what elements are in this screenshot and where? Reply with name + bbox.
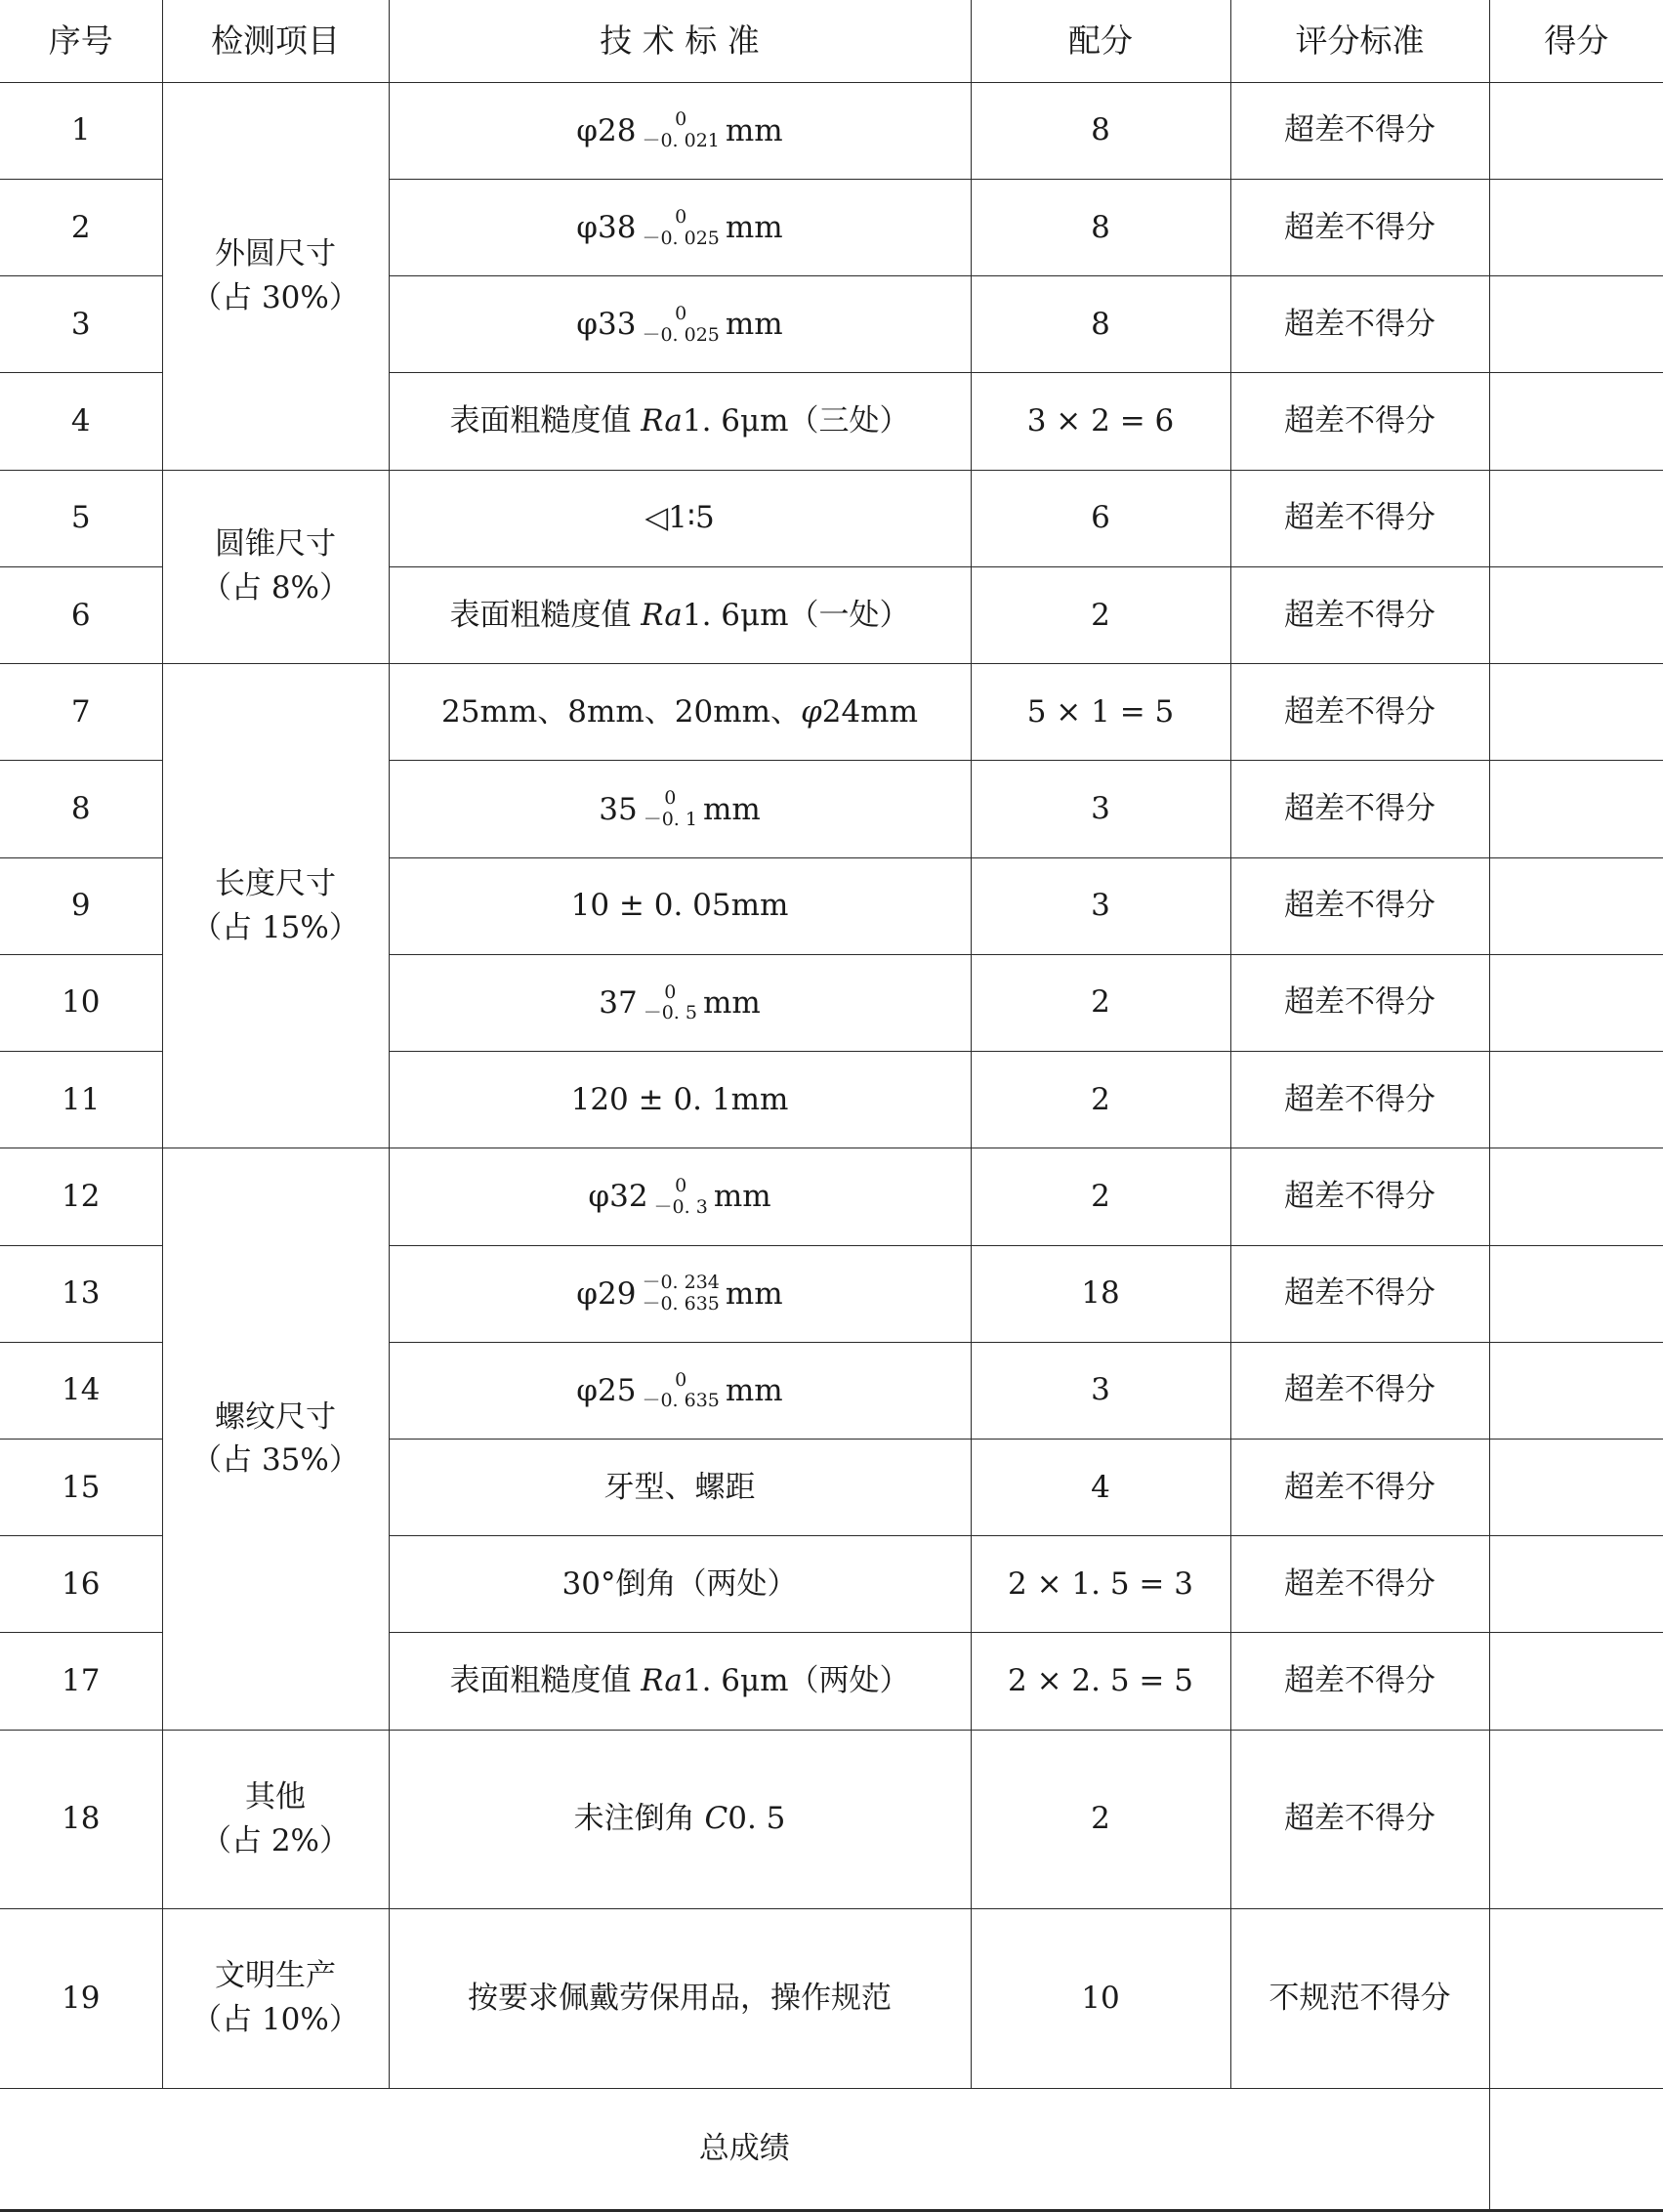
standard-text: 表面粗糙度值 [449, 1663, 642, 1699]
row-points: 2 [971, 1052, 1230, 1148]
standard-italic: Ra [641, 403, 683, 439]
lower-deviation: －0. 021 [642, 130, 720, 152]
row-no: 5 [0, 470, 162, 566]
row-points: 8 [971, 82, 1230, 179]
group-label: 其他 [245, 1778, 306, 1815]
row-standard [389, 761, 971, 857]
row-points: 4 [971, 1439, 1230, 1535]
row-criteria: 超差不得分 [1230, 857, 1489, 954]
upper-deviation: 0 [675, 302, 687, 324]
row-standard [389, 1245, 971, 1342]
row-criteria: 不规范不得分 [1230, 1909, 1489, 2088]
row-score[interactable] [1489, 761, 1663, 857]
row-no: 12 [0, 1148, 162, 1245]
row-points: 2 [971, 954, 1230, 1051]
row-no: 16 [0, 1536, 162, 1633]
standard-text: 1∶5 [668, 500, 715, 536]
standard-unit: mm [702, 984, 761, 1021]
row-criteria: 超差不得分 [1230, 954, 1489, 1051]
group-share: （占 15%） [191, 909, 359, 945]
row-criteria: 超差不得分 [1230, 566, 1489, 663]
row-criteria: 超差不得分 [1230, 1245, 1489, 1342]
standard-value: φ32 [588, 1179, 648, 1215]
lower-deviation: －0. 635 [642, 1390, 720, 1412]
row-score[interactable] [1489, 1052, 1663, 1148]
header-standard: 技 术 标 准 [389, 0, 971, 82]
row-points: 2 [971, 566, 1230, 663]
row-standard [389, 179, 971, 275]
lower-deviation: －0. 3 [653, 1195, 708, 1218]
row-score[interactable] [1489, 470, 1663, 566]
tolerance [642, 1370, 719, 1413]
tolerance [654, 1176, 708, 1219]
upper-deviation: 0 [675, 1368, 687, 1391]
row-standard [389, 1342, 971, 1439]
header-item: 检测项目 [162, 0, 389, 82]
row-points: 10 [971, 1909, 1230, 2088]
total-score[interactable] [1489, 2088, 1663, 2210]
row-points: 3 [971, 857, 1230, 954]
standard-value: 37 [599, 984, 638, 1021]
row-score[interactable] [1489, 954, 1663, 1051]
standard-italic: φ [801, 693, 822, 730]
header-row [0, 0, 1663, 82]
row-score[interactable] [1489, 1439, 1663, 1535]
row-criteria: 超差不得分 [1230, 1536, 1489, 1633]
table-row [0, 470, 1663, 566]
table-row [0, 1730, 1663, 1908]
row-points: 18 [971, 1245, 1230, 1342]
row-standard: 120 ± 0. 1mm [389, 1052, 971, 1148]
table-row [0, 1148, 1663, 1245]
row-criteria: 超差不得分 [1230, 276, 1489, 373]
header-no: 序号 [0, 0, 162, 82]
row-standard [389, 954, 971, 1051]
group-cell [162, 664, 389, 1148]
row-standard [389, 566, 971, 663]
standard-unit: mm [725, 210, 783, 246]
total-row [0, 2088, 1663, 2210]
row-points: 2 × 1. 5 = 3 [971, 1536, 1230, 1633]
table-row [0, 82, 1663, 179]
upper-deviation: 0 [664, 981, 677, 1003]
row-score[interactable] [1489, 82, 1663, 179]
row-no: 7 [0, 664, 162, 761]
row-standard [389, 373, 971, 470]
row-score[interactable] [1489, 1633, 1663, 1730]
row-points: 5 × 1 = 5 [971, 664, 1230, 761]
row-criteria: 超差不得分 [1230, 179, 1489, 275]
row-standard: 按要求佩戴劳保用品，操作规范 [389, 1909, 971, 2088]
standard-value: φ28 [576, 112, 637, 148]
group-label: 外圆尺寸 [215, 235, 336, 271]
group-cell [162, 1730, 389, 1908]
total-label: 总成绩 [0, 2088, 1489, 2210]
tolerance [642, 1273, 719, 1315]
row-points: 3 [971, 1342, 1230, 1439]
row-criteria: 超差不得分 [1230, 1633, 1489, 1730]
tolerance [642, 207, 719, 250]
upper-deviation: 0 [675, 1175, 687, 1197]
row-standard [389, 470, 971, 566]
row-criteria: 超差不得分 [1230, 82, 1489, 179]
row-points: 3 × 2 = 6 [971, 373, 1230, 470]
row-criteria: 超差不得分 [1230, 1439, 1489, 1535]
tolerance [642, 304, 719, 347]
standard-value: φ29 [576, 1275, 637, 1312]
row-no: 3 [0, 276, 162, 373]
table-row [0, 1909, 1663, 2088]
row-score[interactable] [1489, 566, 1663, 663]
row-no: 14 [0, 1342, 162, 1439]
table-row [0, 664, 1663, 761]
row-no: 19 [0, 1909, 162, 2088]
standard-italic: Ra [641, 1663, 683, 1699]
row-score[interactable] [1489, 1730, 1663, 1908]
standard-unit: mm [725, 1372, 783, 1408]
row-score[interactable] [1489, 1909, 1663, 2088]
lower-deviation: －0. 635 [642, 1293, 720, 1315]
standard-text: 表面粗糙度值 [449, 597, 642, 633]
taper-icon: ◁ [644, 500, 669, 536]
group-label: 螺纹尺寸 [215, 1398, 336, 1435]
row-no: 10 [0, 954, 162, 1051]
group-cell [162, 1148, 389, 1730]
row-points: 2 [971, 1148, 1230, 1245]
row-points: 6 [971, 470, 1230, 566]
row-points: 2 × 2. 5 = 5 [971, 1633, 1230, 1730]
header-criteria: 评分标准 [1230, 0, 1489, 82]
row-standard [389, 1633, 971, 1730]
row-standard: 30°倒角（两处） [389, 1536, 971, 1633]
row-score[interactable] [1489, 373, 1663, 470]
upper-deviation: 0 [675, 205, 687, 228]
row-criteria: 超差不得分 [1230, 1052, 1489, 1148]
group-label: 文明生产 [215, 1958, 336, 1994]
row-no: 13 [0, 1245, 162, 1342]
row-no: 4 [0, 373, 162, 470]
row-no: 8 [0, 761, 162, 857]
row-criteria: 超差不得分 [1230, 470, 1489, 566]
standard-unit: mm [725, 112, 783, 148]
lower-deviation: －0. 1 [643, 808, 697, 830]
group-label: 长度尺寸 [215, 865, 336, 901]
row-score[interactable] [1489, 664, 1663, 761]
tolerance [644, 982, 697, 1025]
row-no: 17 [0, 1633, 162, 1730]
row-no: 1 [0, 82, 162, 179]
row-no: 9 [0, 857, 162, 954]
standard-text-tail: 1. 6μm（两处） [682, 1663, 910, 1699]
group-share: （占 8%） [200, 570, 351, 606]
upper-deviation: 0 [664, 787, 677, 810]
standard-unit: mm [713, 1179, 771, 1215]
standard-unit: mm [725, 307, 783, 343]
standard-text: 25mm、8mm、20mm、 [441, 693, 802, 730]
row-no: 2 [0, 179, 162, 275]
standard-italic: C [704, 1801, 728, 1837]
row-score[interactable] [1489, 276, 1663, 373]
row-score[interactable] [1489, 857, 1663, 954]
row-standard: 10 ± 0. 05mm [389, 857, 971, 954]
lower-deviation: －0. 5 [643, 1002, 697, 1024]
standard-unit: mm [725, 1275, 783, 1312]
row-criteria: 超差不得分 [1230, 761, 1489, 857]
standard-value: 35 [599, 791, 638, 827]
standard-italic: Ra [641, 597, 683, 633]
row-criteria: 超差不得分 [1230, 1730, 1489, 1908]
group-cell [162, 1909, 389, 2088]
row-score[interactable] [1489, 1536, 1663, 1633]
group-cell [162, 82, 389, 470]
row-score[interactable] [1489, 179, 1663, 275]
row-points: 8 [971, 276, 1230, 373]
row-criteria: 超差不得分 [1230, 373, 1489, 470]
row-criteria: 超差不得分 [1230, 1342, 1489, 1439]
standard-value: φ25 [576, 1372, 637, 1408]
row-criteria: 超差不得分 [1230, 1148, 1489, 1245]
standard-text-tail: 1. 6μm（一处） [682, 597, 910, 633]
header-score: 得分 [1489, 0, 1663, 82]
row-score[interactable] [1489, 1148, 1663, 1245]
standard-value: φ33 [576, 307, 637, 343]
standard-text: 表面粗糙度值 [449, 403, 642, 439]
row-points: 2 [971, 1730, 1230, 1908]
group-share: （占 30%） [191, 279, 359, 315]
group-share: （占 10%） [191, 2002, 359, 2038]
upper-deviation: 0 [675, 108, 687, 131]
row-standard [389, 664, 971, 761]
lower-deviation: －0. 025 [642, 227, 720, 249]
group-share: （占 2%） [200, 1822, 351, 1858]
group-share: （占 35%） [191, 1442, 359, 1479]
tolerance [644, 788, 697, 831]
row-no: 11 [0, 1052, 162, 1148]
group-cell [162, 470, 389, 663]
row-no: 18 [0, 1730, 162, 1908]
row-standard [389, 1730, 971, 1908]
row-score[interactable] [1489, 1342, 1663, 1439]
row-standard [389, 276, 971, 373]
row-no: 6 [0, 566, 162, 663]
row-score[interactable] [1489, 1245, 1663, 1342]
standard-text-tail: 24mm [821, 693, 918, 730]
standard-text: 未注倒角 [573, 1801, 705, 1837]
row-criteria: 超差不得分 [1230, 664, 1489, 761]
upper-deviation: －0. 234 [642, 1272, 720, 1294]
standard-value: φ38 [576, 210, 637, 246]
row-points: 8 [971, 179, 1230, 275]
standard-text-tail: 0. 5 [728, 1801, 786, 1837]
row-standard [389, 82, 971, 179]
row-points: 3 [971, 761, 1230, 857]
row-standard [389, 1148, 971, 1245]
lower-deviation: －0. 025 [642, 323, 720, 346]
group-label: 圆锥尺寸 [215, 526, 336, 563]
tolerance [642, 109, 719, 152]
row-no: 15 [0, 1439, 162, 1535]
standard-unit: mm [702, 791, 761, 827]
row-standard: 牙型、螺距 [389, 1439, 971, 1535]
header-points: 配分 [971, 0, 1230, 82]
standard-text-tail: 1. 6μm（三处） [682, 403, 910, 439]
